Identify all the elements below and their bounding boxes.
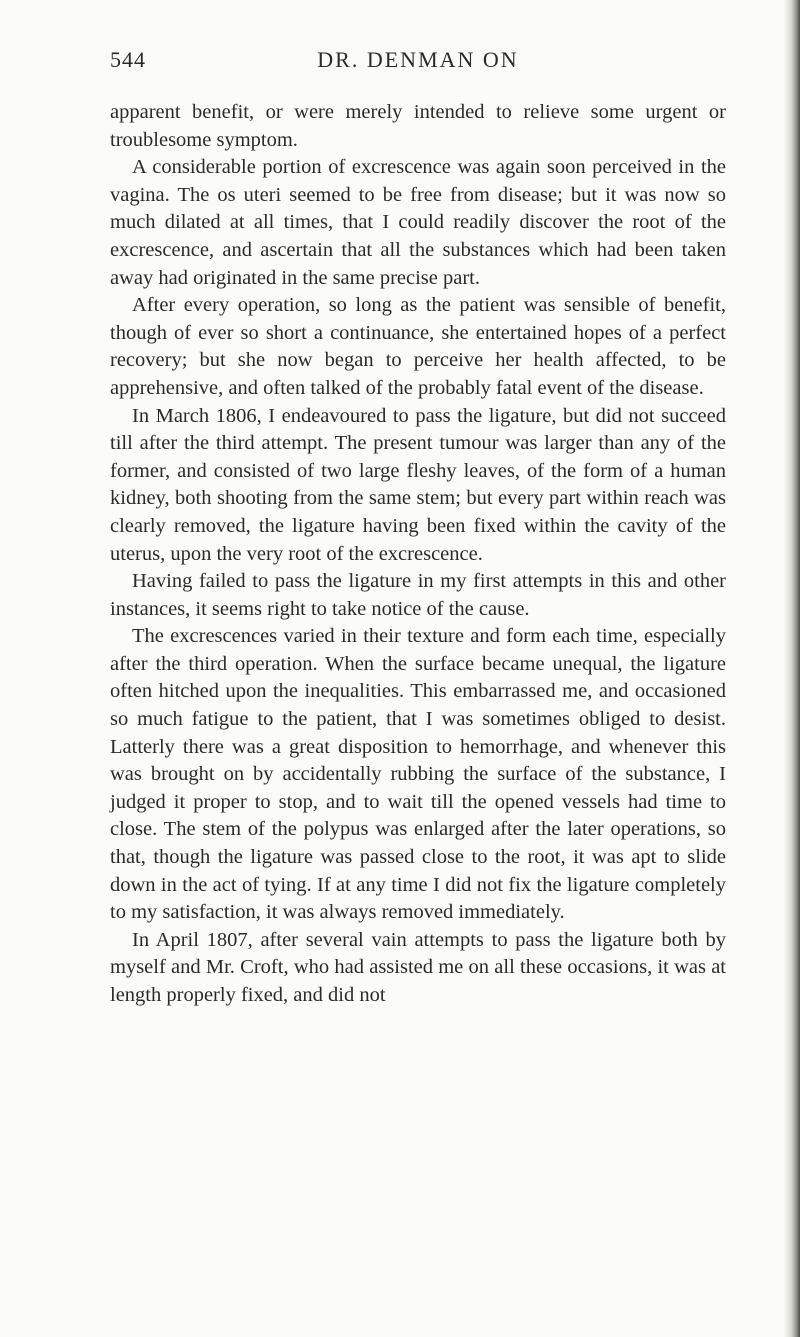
page-edge-shadow (784, 0, 800, 1337)
paragraph: In April 1807, after several vain attempts to pass the ligature both by myself and Mr. Croft, who had assisted me on all these occasions, it was at length properly fixed, and did not (110, 928, 726, 1006)
paragraph: Having failed to pass the ligature in my first attempts in this and other instances, it seems right to take notice of the cause. (110, 570, 726, 620)
paragraph-continued: apparent benefit, or were merely intended to relieve some urgent or troublesome symptom. (110, 101, 726, 151)
paragraph: The excrescences varied in their texture and form each time, especially after the third operation. When the surface became unequal, the ligature often hitched upon the inequalities. This embarrassed me, and occasioned so much fatigue to the patient, that I was sometimes obliged to desist. Latterly there was a great disposition to hemorrhage, and whenever this was brought on by accidentally rubbing the surface of the substance, I judged it proper to stop, and to wait till the opened vessels had time to close. The stem of the polypus was enlarged after the later operations, so that, though the ligature was passed close to the root, it was apt to slide down in the act of tying. If at any time I did not fix the ligature completely to my satisfaction, it was always removed immediately. (110, 625, 726, 924)
page-header (110, 47, 726, 77)
running-head: DR. DENMAN ON (317, 47, 519, 72)
paragraph: In March 1806, I endeavoured to pass the ligature, but did not succeed till after the third attempt. The present tumour was larger than any of the former, and consisted of two large fleshy leaves, of the form of a human kidney, both shooting from the same stem; but every part within reach was clearly removed, the ligature having been fixed within the cavity of the uterus, upon the very root of the excrescence. (110, 404, 726, 565)
paragraph: After every operation, so long as the patient was sensible of benefit, though of ever so short a continuance, she entertained hopes of a perfect recovery; but she now began to perceive her health affected, to be apprehensive, and often talked of the probably fatal event of the disease. (110, 294, 726, 399)
paragraph: A considerable portion of excrescence was again soon perceived in the vagina. The os uteri seemed to be free from disease; but it was now so much dilated at all times, that I could readily discover the root of the excrescence, and ascertain that all the substances which had been taken away had originated in the same precise part. (110, 156, 726, 289)
body-text (110, 99, 726, 1010)
page-number: 544 (110, 47, 146, 72)
